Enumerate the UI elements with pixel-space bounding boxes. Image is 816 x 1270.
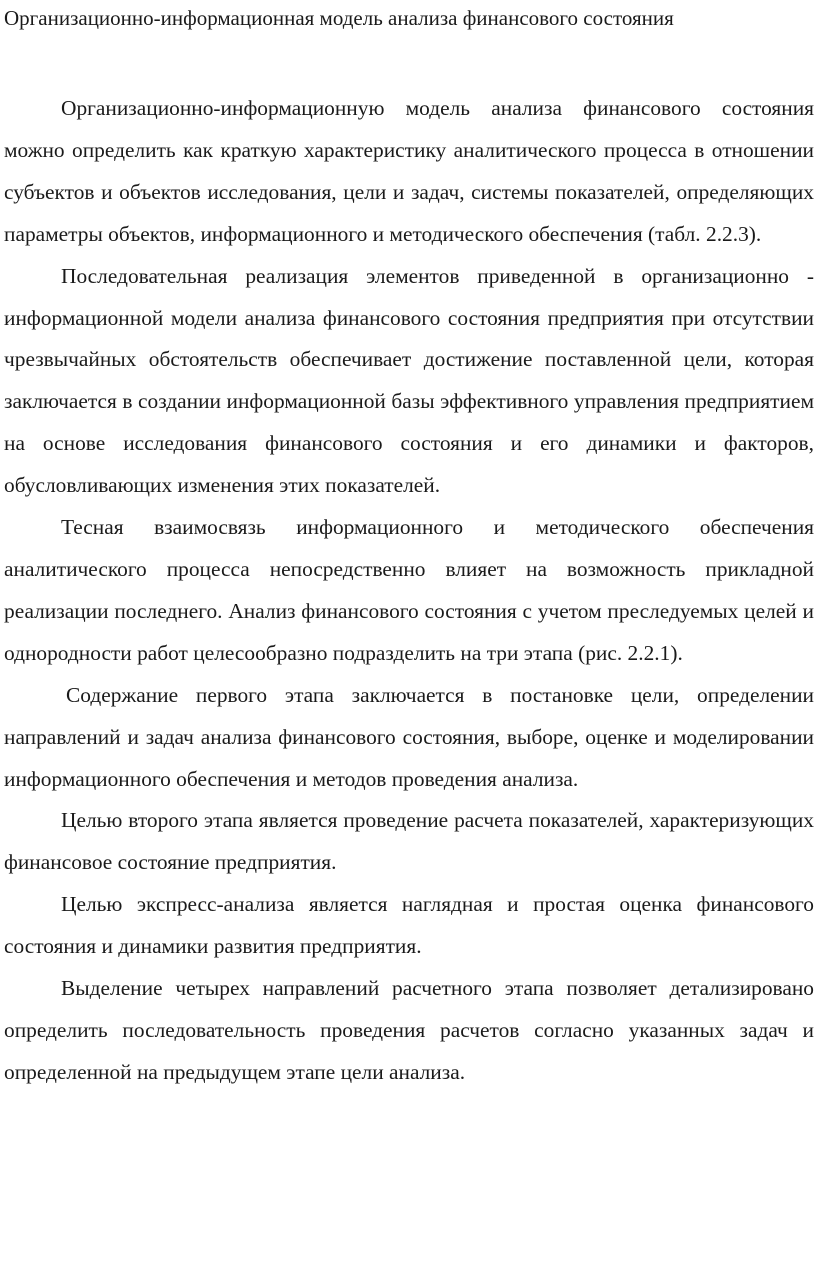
paragraph-four-directions: Выделение четырех направлений расчетного этапа позволяет детализировано определить последовательность проведения расчетов согласно указанных задач и определенной на предыдущем этапе цели анализа. [4, 976, 814, 1084]
paragraph-second-stage: Целью второго этапа является проведение расчета показателей, характеризующих финансовое состояние предприятия. [4, 808, 814, 875]
document-body [4, 88, 814, 1094]
document-title: Организационно-информационная модель анализа финансового состояния [4, 6, 674, 30]
paragraph-first-stage: Содержание первого этапа заключается в постановке цели, определении направлений и задач анализа финансового состояния, выборе, оценке и моделировании информационного обеспечения и методов проведения анализа. [4, 682, 814, 791]
paragraph-express-analysis: Целью экспресс-анализа является наглядная и простая оценка финансового состояния и динамики развития предприятия. [4, 892, 814, 959]
paragraph-interrelation: Тесная взаимосвязь информационного и методического обеспечения аналитического процесса непосредственно влияет на возможность прикладной реализации последнего. Анализ финансового состояния с учетом преследуемых целей и однородности работ целесообразно подразделить на три этапа (рис. 2.2.1). [4, 515, 814, 665]
paragraph-model-implementation: Последовательная реализация элементов приведенной в организационно - информационной модели анализа финансового состояния предприятия при отсутствии чрезвычайных обстоятельств обеспечивает достижение поставленной цели, которая заключается в создании информационной базы эффективного управления предприятием на основе исследования финансового состояния и его динамики и факторов, обусловливающих изменения этих показателей. [4, 263, 814, 498]
paragraph-model-definition: Организационно-информационную модель анализа финансового состояния можно определить как краткую характеристику аналитического процесса в отношении субъектов и объектов исследования, цели и задач, системы показателей, определяющих параметры объектов, информационного и методического обеспечения (табл. 2.2.3). [4, 96, 814, 246]
